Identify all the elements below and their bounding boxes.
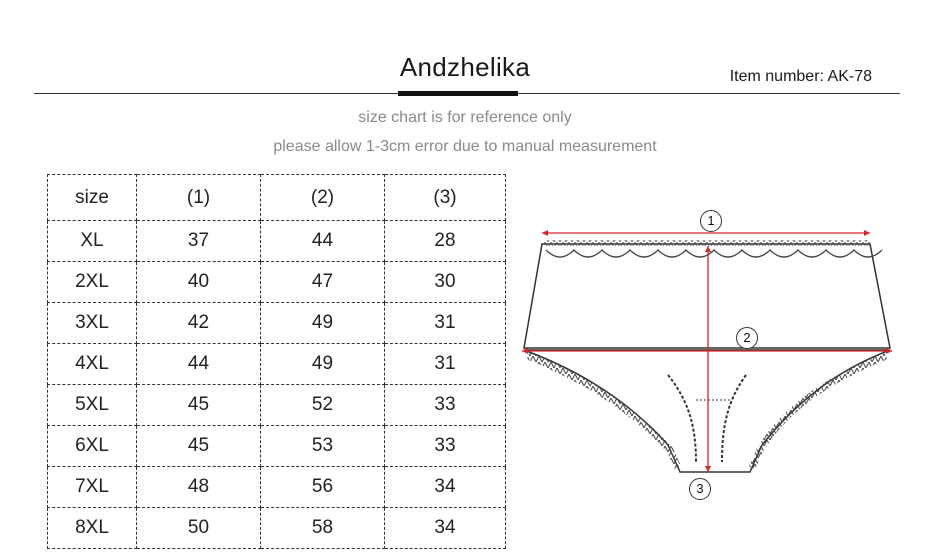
table-row	[48, 385, 506, 426]
garment-diagram	[518, 200, 898, 505]
table-cell: 6XL	[48, 426, 137, 467]
table-row	[48, 344, 506, 385]
table-cell: 45	[137, 426, 261, 467]
garment-body	[524, 350, 890, 472]
brand-title: Andzhelika	[399, 52, 531, 82]
title-underline	[398, 91, 518, 96]
header-cell: size	[48, 175, 137, 221]
measure-marker-3: 3	[689, 478, 711, 500]
table-row	[48, 467, 506, 508]
reference-note: size chart is for reference only	[358, 109, 572, 126]
table-cell: 58	[261, 508, 385, 549]
table-cell: 4XL	[48, 344, 137, 385]
table-cell: 31	[385, 344, 506, 385]
size-chart-table	[47, 174, 506, 549]
header-cell: (2)	[261, 175, 385, 221]
measure-marker-2: 2	[736, 327, 758, 349]
header-cell: (1)	[137, 175, 261, 221]
table-cell: 42	[137, 303, 261, 344]
table-cell: 34	[385, 467, 506, 508]
table-cell: 48	[137, 467, 261, 508]
table-cell: 50	[137, 508, 261, 549]
table-cell: 2XL	[48, 262, 137, 303]
table-header-row	[48, 175, 506, 221]
table-cell: 34	[385, 508, 506, 549]
table-cell: 33	[385, 426, 506, 467]
table-cell: 33	[385, 385, 506, 426]
table-row	[48, 221, 506, 262]
table-cell: 49	[261, 344, 385, 385]
table-cell: 40	[137, 262, 261, 303]
table-cell: 44	[137, 344, 261, 385]
table-cell: 47	[261, 262, 385, 303]
table-cell: 53	[261, 426, 385, 467]
table-cell: 31	[385, 303, 506, 344]
table-cell: 3XL	[48, 303, 137, 344]
table-row	[48, 508, 506, 549]
table-cell: 56	[261, 467, 385, 508]
table-row	[48, 303, 506, 344]
waistband-outline	[524, 244, 890, 348]
table-cell: 28	[385, 221, 506, 262]
table-cell: XL	[48, 221, 137, 262]
table-row	[48, 426, 506, 467]
table-cell: 52	[261, 385, 385, 426]
error-note: please allow 1-3cm error due to manual measurement	[273, 138, 657, 155]
table-cell: 7XL	[48, 467, 137, 508]
table-cell: 30	[385, 262, 506, 303]
measure-marker-1: 1	[700, 210, 722, 232]
table-cell: 37	[137, 221, 261, 262]
table-cell: 8XL	[48, 508, 137, 549]
table-row	[48, 262, 506, 303]
table-cell: 45	[137, 385, 261, 426]
table-cell: 49	[261, 303, 385, 344]
table-cell: 5XL	[48, 385, 137, 426]
table-cell: 44	[261, 221, 385, 262]
item-number: Item number: AK-78	[729, 68, 872, 85]
header-cell: (3)	[385, 175, 506, 221]
top-lace-band	[544, 240, 870, 246]
